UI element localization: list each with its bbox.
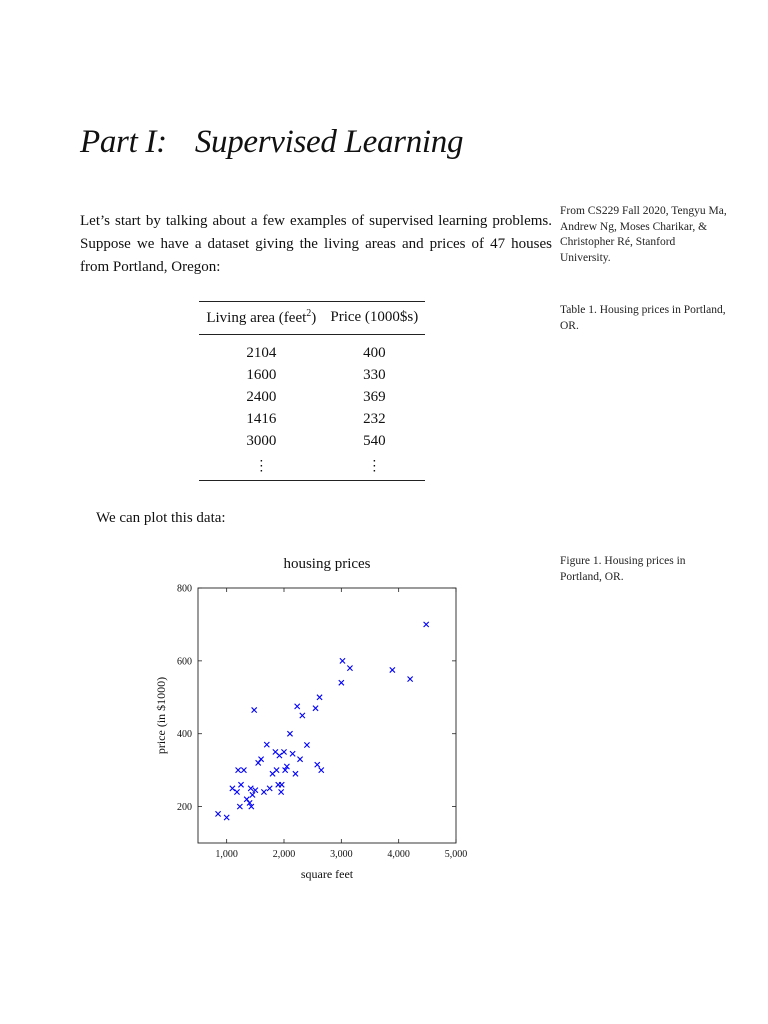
- part-number: Part I:: [80, 124, 167, 160]
- header-living-area: Living area (feet$^2$): [199, 302, 324, 335]
- data-point: [408, 676, 413, 681]
- x-tick-label: 5,000: [444, 849, 468, 860]
- data-point: [248, 786, 253, 791]
- data-point: [313, 706, 318, 711]
- data-point: [215, 811, 220, 816]
- data-point: [287, 731, 292, 736]
- x-tick-label: 4,000: [387, 849, 410, 860]
- intro-paragraph: Let’s start by talking about a few examples of supervised learning problems. Suppose we have a dataset giving the living areas and prices of 47 houses from Portland, Oregon:: [80, 213, 552, 275]
- x-tick-label: 2,000: [272, 849, 296, 860]
- plot-frame: [198, 588, 456, 843]
- data-point: [237, 804, 242, 809]
- table-row: 1600 330: [246, 367, 386, 383]
- data-point: [300, 713, 305, 718]
- data-point: [317, 695, 322, 700]
- figure-caption: Figure 1. Housing prices in Portland, OR.: [560, 555, 686, 583]
- table-caption: Table 1. Housing prices in Portland, OR.: [560, 304, 726, 332]
- data-point: [279, 782, 284, 787]
- data-point: [274, 768, 279, 773]
- data-point: [281, 749, 286, 754]
- data-point: [264, 742, 269, 747]
- y-axis-label: price (in $1000): [154, 676, 168, 755]
- header-price: Price (1000$s): [324, 302, 425, 335]
- data-point: [241, 768, 246, 773]
- data-point: [319, 768, 324, 773]
- data-point: [304, 742, 309, 747]
- plot-intro: We can plot this data:: [96, 510, 226, 526]
- part-name: Supervised Learning: [194, 124, 464, 160]
- data-point: [279, 789, 284, 794]
- data-point: [297, 757, 302, 762]
- x-tick-label: 1,000: [215, 849, 238, 860]
- data-point: [252, 707, 257, 712]
- data-point: [234, 789, 239, 794]
- source-note: From CS229 Fall 2020, Tengyu Ma, Andrew Ng, Moses Charikar, & Christopher Ré, Stanford University.: [560, 205, 727, 264]
- x-tick-label: 3,000: [330, 849, 353, 860]
- table-row: 1416 232: [246, 411, 386, 427]
- data-point: [258, 757, 263, 762]
- data-point: [236, 768, 241, 773]
- chart-title: housing prices: [283, 556, 371, 572]
- data-point: [253, 788, 258, 793]
- part-title: [80, 124, 463, 161]
- data-point: [390, 667, 395, 672]
- y-tick-label: 600: [177, 656, 192, 668]
- data-point: [340, 658, 345, 663]
- data-point: [293, 771, 298, 776]
- housing-table: [199, 301, 425, 481]
- data-point: [424, 622, 429, 627]
- data-point: [315, 762, 320, 767]
- y-tick-label: 800: [177, 583, 192, 595]
- data-point: [267, 786, 272, 791]
- data-point: [290, 751, 295, 756]
- y-tick-label: 400: [177, 729, 192, 741]
- table-row: 3000 540: [246, 433, 386, 449]
- table-row: 2104 400: [246, 345, 386, 361]
- data-point: [277, 753, 282, 758]
- data-point: [250, 792, 255, 797]
- data-point: [261, 789, 266, 794]
- scatter-chart: [150, 548, 480, 888]
- data-point: [339, 680, 344, 685]
- x-axis-label: square feet: [300, 867, 354, 881]
- table-row: 2400 369: [246, 389, 386, 405]
- data-point: [224, 815, 229, 820]
- ellipsis: ⋮: [254, 459, 269, 474]
- data-point: [238, 782, 243, 787]
- table-header-row: [199, 302, 425, 335]
- data-point: [295, 704, 300, 709]
- table-ellipsis-row: [199, 452, 425, 481]
- data-point: [347, 666, 352, 671]
- y-tick-label: 200: [177, 802, 192, 814]
- data-point: [230, 786, 235, 791]
- ellipsis: ⋮: [367, 459, 382, 474]
